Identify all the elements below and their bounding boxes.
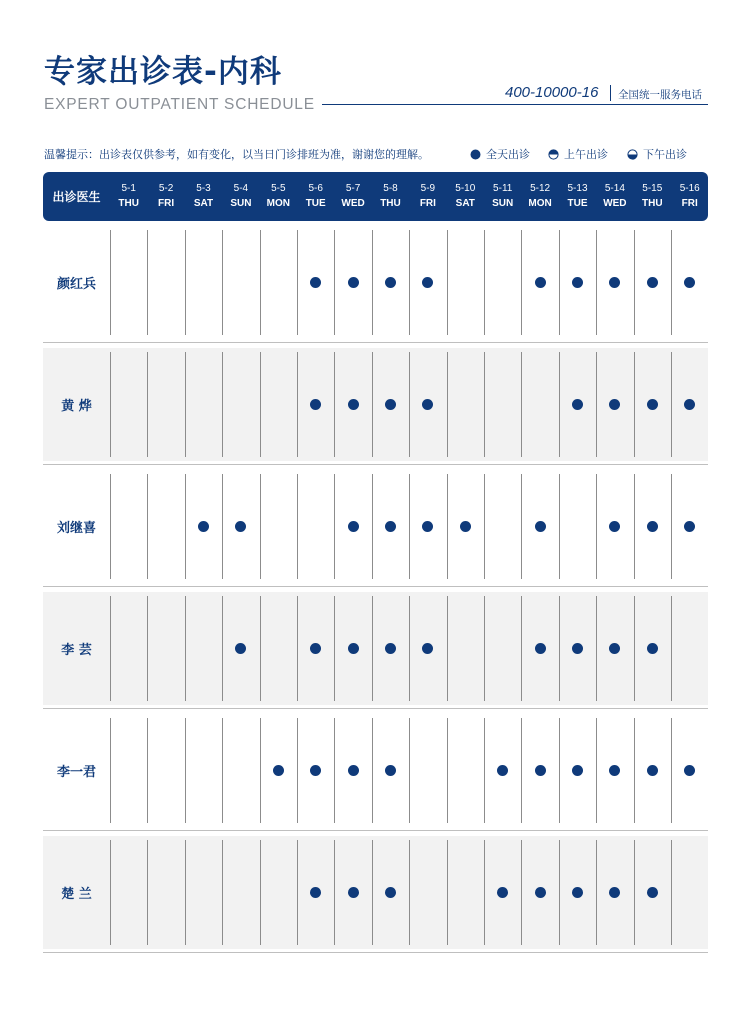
full-day-dot-icon bbox=[647, 887, 658, 898]
full-day-dot-icon bbox=[273, 765, 284, 776]
header-date-5-5 bbox=[260, 172, 297, 221]
full-day-dot-icon bbox=[647, 643, 658, 654]
column-divider bbox=[484, 840, 485, 945]
column-divider bbox=[596, 230, 597, 335]
column-divider bbox=[447, 718, 448, 823]
column-divider bbox=[222, 596, 223, 701]
column-divider bbox=[447, 596, 448, 701]
header-weekday-label: MON bbox=[266, 198, 290, 209]
legend-label: 上午出诊 bbox=[564, 148, 608, 161]
column-divider bbox=[596, 474, 597, 579]
column-divider bbox=[185, 230, 186, 335]
column-divider bbox=[521, 840, 522, 945]
row-divider bbox=[43, 342, 708, 343]
header-weekday-label: TUE bbox=[305, 198, 326, 209]
header-date-5-9 bbox=[409, 172, 446, 221]
full-day-dot-icon bbox=[348, 521, 359, 532]
service-phone: 400-10000-16 bbox=[505, 84, 599, 101]
header-date-5-6 bbox=[297, 172, 334, 221]
header-weekday-label: SAT bbox=[193, 198, 214, 209]
full-day-dot-icon bbox=[535, 887, 546, 898]
row-background bbox=[43, 836, 708, 949]
full-day-dot-icon bbox=[535, 765, 546, 776]
column-divider bbox=[634, 352, 635, 457]
column-divider bbox=[260, 718, 261, 823]
column-divider bbox=[334, 474, 335, 579]
full-day-dot-icon bbox=[572, 887, 583, 898]
header-weekday-label: FRI bbox=[681, 198, 698, 209]
header-date-label: 5-8 bbox=[383, 183, 398, 194]
column-divider bbox=[409, 474, 410, 579]
column-divider bbox=[260, 474, 261, 579]
legend-afternoon bbox=[627, 146, 687, 162]
column-divider bbox=[409, 718, 410, 823]
full-day-dot-icon bbox=[535, 277, 546, 288]
full-day-dot-icon bbox=[572, 277, 583, 288]
header-date-5-8 bbox=[372, 172, 409, 221]
row-background bbox=[43, 470, 708, 583]
column-divider bbox=[222, 352, 223, 457]
full-day-dot-icon bbox=[647, 765, 658, 776]
header-date-5-13 bbox=[559, 172, 596, 221]
column-divider bbox=[185, 352, 186, 457]
table-row bbox=[43, 470, 708, 583]
column-divider bbox=[185, 840, 186, 945]
column-divider bbox=[334, 596, 335, 701]
header-date-label: 5-14 bbox=[604, 183, 625, 194]
header-date-label: 5-9 bbox=[420, 183, 436, 194]
column-divider bbox=[260, 352, 261, 457]
full-day-dot-icon bbox=[647, 277, 658, 288]
full-day-dot-icon bbox=[348, 765, 359, 776]
header-date-label: 5-3 bbox=[196, 183, 211, 194]
column-divider bbox=[634, 718, 635, 823]
column-divider bbox=[297, 352, 298, 457]
full-day-dot-icon bbox=[348, 887, 359, 898]
header-date-5-2 bbox=[147, 172, 184, 221]
column-divider bbox=[484, 230, 485, 335]
full-day-dot-icon bbox=[348, 277, 359, 288]
full-day-dot-icon bbox=[460, 521, 471, 532]
header-date-5-16 bbox=[671, 172, 708, 221]
column-divider bbox=[147, 718, 148, 823]
header-date-label: 5-1 bbox=[121, 183, 136, 194]
column-divider bbox=[409, 352, 410, 457]
column-divider bbox=[634, 230, 635, 335]
full-day-dot-icon bbox=[385, 521, 396, 532]
column-divider bbox=[147, 352, 148, 457]
header-weekday-label: WED bbox=[341, 198, 365, 209]
table-row bbox=[43, 226, 708, 339]
column-divider bbox=[559, 718, 560, 823]
header-date-5-3 bbox=[185, 172, 222, 221]
column-divider bbox=[260, 230, 261, 335]
column-divider bbox=[222, 230, 223, 335]
full-day-dot-icon bbox=[348, 643, 359, 654]
full-day-dot-icon bbox=[385, 277, 396, 288]
column-divider bbox=[521, 596, 522, 701]
column-divider bbox=[185, 596, 186, 701]
header-weekday-label: SUN bbox=[230, 198, 252, 209]
column-divider bbox=[110, 352, 111, 457]
column-divider bbox=[297, 718, 298, 823]
table-row bbox=[43, 714, 708, 827]
column-divider bbox=[334, 230, 335, 335]
header-date-label: 5-6 bbox=[308, 183, 323, 194]
phone-divider bbox=[610, 85, 611, 101]
row-divider bbox=[43, 708, 708, 709]
column-divider bbox=[409, 596, 410, 701]
legend-label: 全天出诊 bbox=[486, 148, 530, 161]
full-day-dot-icon bbox=[385, 643, 396, 654]
column-divider bbox=[147, 596, 148, 701]
column-divider bbox=[297, 474, 298, 579]
doctor-name: 刘继喜 bbox=[56, 521, 96, 536]
column-divider bbox=[222, 718, 223, 823]
column-divider bbox=[110, 230, 111, 335]
row-divider bbox=[43, 830, 708, 831]
full-day-dot-icon bbox=[385, 399, 396, 410]
column-divider bbox=[559, 840, 560, 945]
doctor-name: 楚 兰 bbox=[61, 887, 92, 902]
column-divider bbox=[372, 596, 373, 701]
full-day-dot-icon bbox=[572, 765, 583, 776]
column-divider bbox=[110, 596, 111, 701]
column-divider bbox=[559, 352, 560, 457]
full-day-dot-icon bbox=[535, 521, 546, 532]
row-background bbox=[43, 226, 708, 339]
header-weekday-label: FRI bbox=[158, 198, 175, 209]
header-date-label: 5-4 bbox=[233, 183, 249, 194]
header-date-5-7 bbox=[334, 172, 371, 221]
full-day-dot-icon bbox=[647, 399, 658, 410]
column-divider bbox=[671, 718, 672, 823]
column-divider bbox=[521, 718, 522, 823]
column-divider bbox=[447, 840, 448, 945]
header-date-label: 5-11 bbox=[493, 183, 513, 194]
header-weekday-label: SAT bbox=[455, 198, 475, 209]
header-date-label: 5-12 bbox=[530, 183, 551, 194]
column-divider bbox=[521, 230, 522, 335]
row-divider bbox=[43, 464, 708, 465]
column-divider bbox=[521, 352, 522, 457]
schedule-header bbox=[43, 172, 708, 221]
header-date-label: 5-2 bbox=[158, 183, 174, 194]
full-day-dot-icon bbox=[385, 887, 396, 898]
column-divider bbox=[110, 840, 111, 945]
doctor-name: 颜红兵 bbox=[56, 277, 96, 292]
column-divider bbox=[297, 840, 298, 945]
column-divider bbox=[409, 840, 410, 945]
header-weekday-label: THU bbox=[380, 198, 401, 209]
column-divider bbox=[147, 474, 148, 579]
header-date-5-15 bbox=[634, 172, 671, 221]
header-date-label: 5-7 bbox=[345, 183, 361, 194]
column-divider bbox=[596, 596, 597, 701]
legend-full-day bbox=[470, 146, 530, 162]
column-divider bbox=[222, 474, 223, 579]
legend-morning bbox=[548, 146, 608, 162]
full-day-dot-icon bbox=[535, 643, 546, 654]
header-doctor-label: 出诊医生 bbox=[52, 190, 101, 204]
column-divider bbox=[147, 230, 148, 335]
column-divider bbox=[372, 474, 373, 579]
header-date-5-10 bbox=[447, 172, 484, 221]
column-divider bbox=[671, 230, 672, 335]
full-day-dot-icon bbox=[572, 643, 583, 654]
full-day-dot-icon bbox=[572, 399, 583, 410]
header-date-5-14 bbox=[596, 172, 633, 221]
column-divider bbox=[634, 474, 635, 579]
page-subtitle: EXPERT OUTPATIENT SCHEDULE bbox=[44, 96, 315, 113]
column-divider bbox=[671, 840, 672, 945]
row-background bbox=[43, 348, 708, 461]
column-divider bbox=[334, 352, 335, 457]
row-divider bbox=[43, 952, 708, 953]
column-divider bbox=[447, 474, 448, 579]
full-day-dot-icon bbox=[647, 521, 658, 532]
row-divider bbox=[43, 586, 708, 587]
header-weekday-label: FRI bbox=[419, 198, 436, 209]
column-divider bbox=[671, 596, 672, 701]
table-row bbox=[43, 348, 708, 461]
service-phone-label: 全国统一服务电话 bbox=[618, 89, 702, 101]
header-weekday-label: TUE bbox=[567, 198, 588, 209]
table-row bbox=[43, 836, 708, 949]
column-divider bbox=[334, 840, 335, 945]
header-date-label: 5-16 bbox=[679, 183, 700, 194]
full-day-dot-icon bbox=[385, 765, 396, 776]
column-divider bbox=[372, 840, 373, 945]
column-divider bbox=[596, 718, 597, 823]
header-date-5-4 bbox=[222, 172, 259, 221]
column-divider bbox=[260, 596, 261, 701]
column-divider bbox=[297, 596, 298, 701]
doctor-name: 李一君 bbox=[56, 765, 96, 780]
full-day-dot-icon bbox=[198, 521, 209, 532]
column-divider bbox=[484, 596, 485, 701]
column-divider bbox=[372, 352, 373, 457]
full-dot-icon bbox=[470, 149, 481, 160]
column-divider bbox=[634, 840, 635, 945]
column-divider bbox=[372, 230, 373, 335]
column-divider bbox=[484, 718, 485, 823]
column-divider bbox=[634, 596, 635, 701]
header-date-5-11 bbox=[484, 172, 521, 221]
column-divider bbox=[559, 474, 560, 579]
half-top-dot-icon bbox=[548, 149, 559, 160]
header-weekday-label: SUN bbox=[492, 198, 514, 209]
header-weekday-label: THU bbox=[642, 198, 663, 209]
header-weekday-label: MON bbox=[528, 198, 552, 209]
column-divider bbox=[185, 474, 186, 579]
column-divider bbox=[222, 840, 223, 945]
table-row bbox=[43, 592, 708, 705]
notice-text: 温馨提示：出诊表仅供参考，如有变化，以当日门诊排班为准，谢谢您的理解。 bbox=[44, 148, 429, 161]
header-date-label: 5-5 bbox=[271, 183, 286, 194]
doctor-name: 黄 烨 bbox=[61, 399, 92, 414]
column-divider bbox=[484, 474, 485, 579]
legend-label: 下午出诊 bbox=[643, 148, 687, 161]
header-weekday-label: WED bbox=[603, 198, 627, 209]
column-divider bbox=[484, 352, 485, 457]
column-divider bbox=[447, 352, 448, 457]
column-divider bbox=[372, 718, 373, 823]
column-divider bbox=[110, 718, 111, 823]
column-divider bbox=[596, 840, 597, 945]
row-background bbox=[43, 592, 708, 705]
header-weekday-label: THU bbox=[118, 198, 139, 209]
header-date-label: 5-15 bbox=[642, 183, 663, 194]
column-divider bbox=[521, 474, 522, 579]
header-date-label: 5-10 bbox=[455, 183, 476, 194]
row-background bbox=[43, 714, 708, 827]
half-bottom-dot-icon bbox=[627, 149, 638, 160]
column-divider bbox=[596, 352, 597, 457]
column-divider bbox=[297, 230, 298, 335]
header-date-label: 5-13 bbox=[567, 183, 588, 194]
subtitle-divider bbox=[322, 104, 708, 105]
header-date-5-12 bbox=[521, 172, 558, 221]
column-divider bbox=[147, 840, 148, 945]
column-divider bbox=[559, 596, 560, 701]
column-divider bbox=[185, 718, 186, 823]
full-day-dot-icon bbox=[348, 399, 359, 410]
column-divider bbox=[260, 840, 261, 945]
header-date-5-1 bbox=[110, 172, 147, 221]
column-divider bbox=[409, 230, 410, 335]
page-title: 专家出诊表-内科 bbox=[44, 54, 282, 90]
column-divider bbox=[447, 230, 448, 335]
column-divider bbox=[110, 474, 111, 579]
doctor-name: 李 芸 bbox=[61, 643, 92, 658]
column-divider bbox=[671, 352, 672, 457]
column-divider bbox=[671, 474, 672, 579]
column-divider bbox=[559, 230, 560, 335]
column-divider bbox=[334, 718, 335, 823]
